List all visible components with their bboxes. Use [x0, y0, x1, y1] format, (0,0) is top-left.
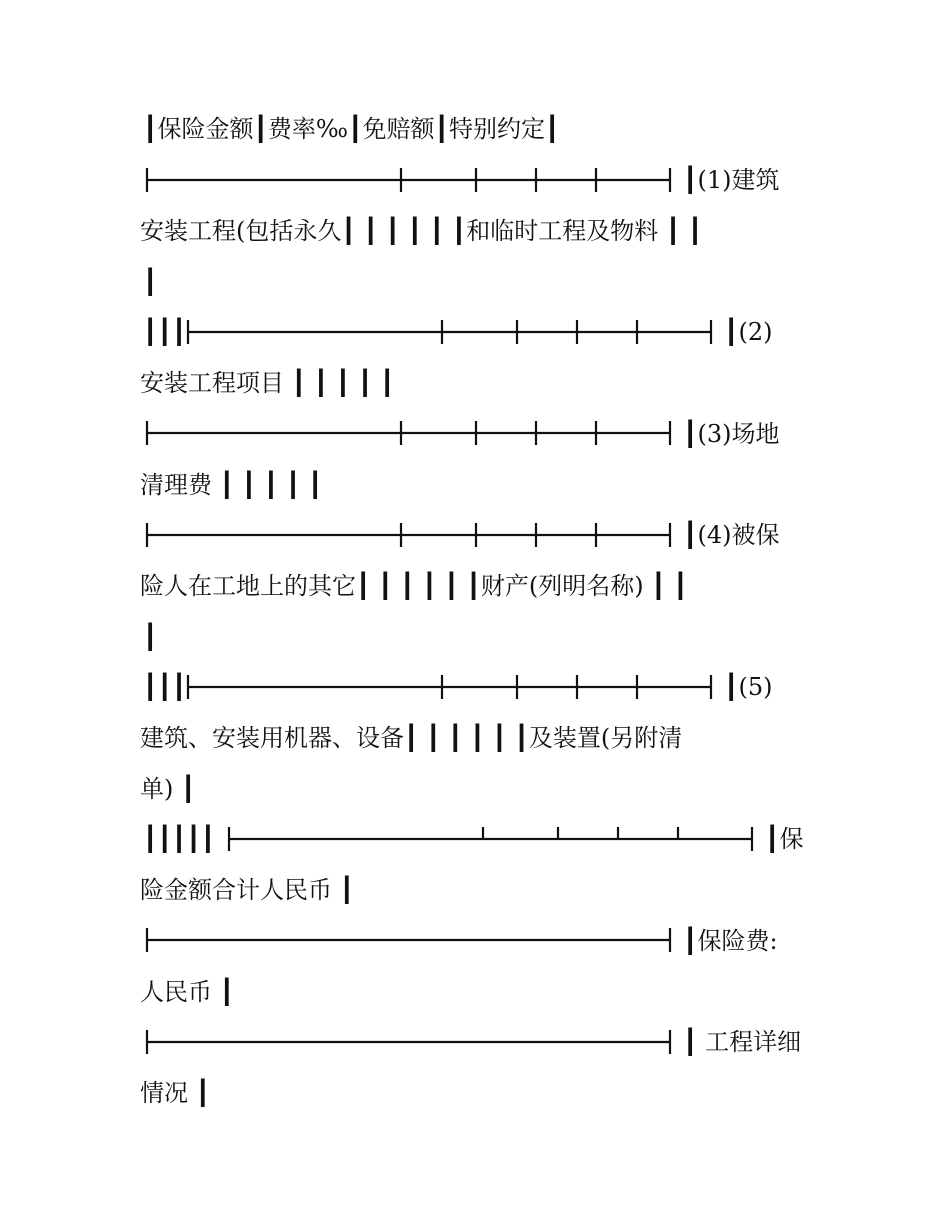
item-1-label: ┃(1)建筑	[683, 166, 780, 194]
cell-border-line: ┃┃┃	[143, 673, 187, 701]
item-2-text: 安装工程项目 ┃ ┃ ┃ ┃ ┃	[140, 369, 395, 397]
table-rule-row-6	[229, 827, 752, 851]
cell-border-line: ┃	[143, 268, 158, 296]
item-5-text-cont: 单) ┃	[140, 775, 196, 803]
table-rule-row-5	[188, 675, 711, 699]
premium-text: 人民币 ┃	[140, 978, 235, 1006]
item-3-label: ┃(3)场地	[683, 420, 780, 448]
item-5-label: ┃(5)	[724, 673, 773, 701]
item-4-text: 险人在工地上的其它┃ ┃ ┃ ┃ ┃ ┃财产(列明名称) ┃ ┃	[140, 572, 688, 600]
cell-border-line: ┃┃┃	[143, 318, 187, 346]
table-header-line: ┃保险金额┃费率‰┃免赔额┃特别约定┃	[143, 115, 560, 143]
table-rule-row-3	[147, 421, 670, 445]
project-details-text: 情况 ┃	[140, 1079, 211, 1107]
item-5-text: 建筑、安装用机器、设备┃ ┃ ┃ ┃ ┃ ┃及装置(另附清	[140, 724, 683, 752]
item-2-label: ┃(2)	[724, 318, 773, 346]
total-sum-label: ┃保	[765, 825, 804, 853]
table-rule-row-4	[147, 523, 670, 547]
table-rule-row-8	[147, 1030, 670, 1054]
item-4-label: ┃(4)被保	[683, 521, 780, 549]
cell-border-line: ┃	[143, 623, 158, 651]
cell-border-line: ┃┃┃┃┃	[143, 825, 216, 853]
premium-label: ┃保险费:	[683, 927, 778, 955]
total-sum-text: 险金额合计人民币 ┃	[140, 876, 355, 904]
table-rule-row-2	[188, 320, 711, 344]
table-rule-row-1	[147, 168, 670, 192]
project-details-label: ┃ 工程详细	[683, 1028, 802, 1056]
item-3-text: 清理费 ┃ ┃ ┃ ┃ ┃	[140, 471, 323, 499]
item-1-text: 安装工程(包括永久┃ ┃ ┃ ┃ ┃ ┃和临时工程及物料 ┃ ┃	[140, 217, 703, 245]
table-rule-row-7	[147, 928, 670, 952]
